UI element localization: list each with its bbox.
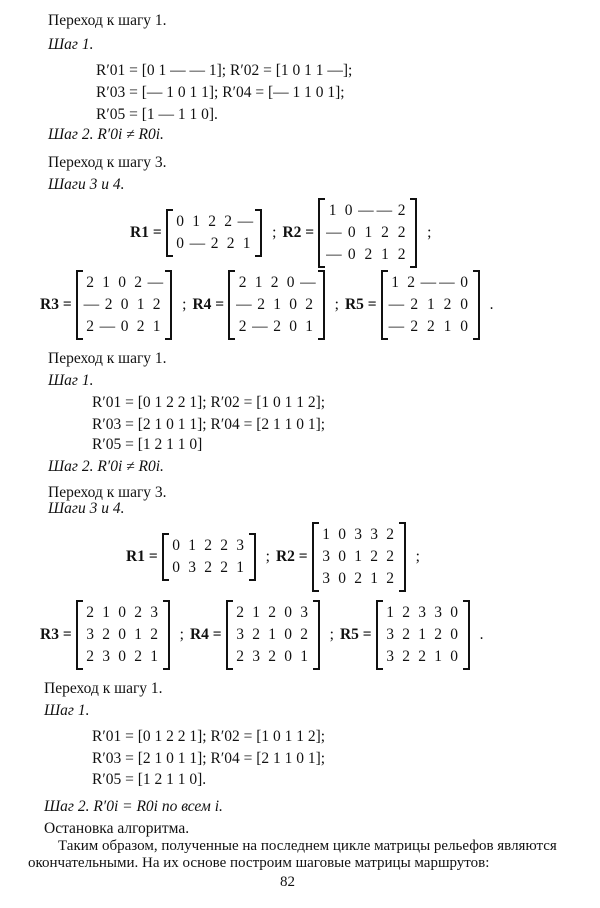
step-1-heading: Шаг 1. (48, 372, 94, 389)
algorithm-stop: Остановка алгоритма. (44, 820, 190, 837)
matrix-row (384, 624, 462, 646)
r2-label: R2 = (275, 548, 308, 565)
matrix-cell: 0 (118, 626, 128, 643)
matrix-cell: 1 (136, 296, 146, 313)
matrix-cell: 2 (220, 537, 230, 554)
matrix-cell: 2 (354, 570, 363, 587)
matrix-cell: 3 (300, 604, 309, 621)
matrix-cell: 1 (354, 548, 363, 565)
r4-label: R4 = (192, 296, 225, 313)
matrix-cell: 2 (134, 604, 144, 621)
matrix-cell: 2 (426, 318, 436, 335)
matrix-cell: 0 (118, 274, 128, 291)
matrix-cell: 1 (418, 626, 427, 643)
matrix-cell: 2 (364, 246, 374, 263)
matrix-cell: 2 (397, 246, 407, 263)
matrix-separator: ; (329, 626, 334, 643)
matrix-cell: — (439, 274, 456, 291)
matrix-row (234, 624, 312, 646)
r3-body (76, 600, 170, 670)
matrix-cell: 1 (152, 318, 162, 335)
matrix-cell: 1 (192, 213, 202, 230)
matrix-cell: 0 (450, 626, 459, 643)
matrix-row (389, 294, 472, 316)
paragraph-line: Таким образом, полученные на последнем цикле матрицы рельефов являются (58, 838, 557, 854)
matrix-cell: — (236, 296, 253, 313)
matrix-row (320, 568, 398, 590)
matrix-row (170, 557, 248, 579)
matrix-cell: 2 (102, 626, 112, 643)
matrix-cell: 0 (120, 318, 130, 335)
matrix-cell: — (388, 296, 406, 313)
matrix-row (384, 646, 462, 668)
matrix-cell: 3 (354, 526, 363, 543)
r2-body (312, 522, 406, 592)
r2-matrix (276, 522, 426, 592)
matrix-row (84, 624, 162, 646)
matrix-cell: 2 (273, 318, 282, 335)
matrix-cell: 1 (391, 274, 400, 291)
r-vector-line: R′05 = [1 2 1 1 0]. (92, 771, 207, 788)
r3-label: R3 = (40, 296, 72, 313)
r5-matrix (345, 270, 500, 340)
matrix-cell: 2 (397, 224, 407, 241)
matrix-cell: 0 (176, 235, 186, 252)
matrix-cell: 0 (120, 296, 130, 313)
matrix-cell: 0 (284, 604, 293, 621)
matrix-separator: ; (265, 548, 270, 565)
matrix-cell: 1 (305, 318, 314, 335)
matrix-cell: 0 (347, 246, 357, 263)
matrix-cell: 2 (220, 559, 230, 576)
steps-3-4-heading: Шаги 3 и 4. (48, 500, 125, 517)
matrix-separator: ; (334, 296, 339, 313)
matrix-cell: 1 (328, 202, 338, 219)
step-2-line: Шаг 2. R′0i = R0i по всем i. (44, 798, 223, 815)
matrix-cell: 0 (118, 648, 128, 665)
matrix-row (84, 646, 162, 668)
r04-vector: R′04 = [— 1 1 0 1]; (222, 84, 345, 101)
matrix-cell: 1 (188, 537, 198, 554)
matrix-cell: 0 (460, 318, 469, 335)
matrix-cell: — (420, 274, 438, 291)
matrix-cell: 3 (86, 626, 96, 643)
paragraph-line: окончательными. На их основе построим шаговые матрицы маршрутов: (28, 855, 490, 871)
r-vector-line: R′05 = [1 2 1 1 0] (92, 436, 203, 453)
r-vector-line: R′01 = [0 1 2 2 1]; R′02 = [1 0 1 1 2]; (92, 394, 326, 411)
matrix-cell: 2 (402, 648, 411, 665)
r2-matrix (282, 198, 437, 268)
r3-matrix (40, 270, 192, 340)
matrix-separator: ; (415, 548, 420, 565)
matrix-cell: 2 (270, 274, 280, 291)
r5-body (381, 270, 480, 340)
matrix-cell: — (189, 235, 207, 252)
goto-step-3: Переход к шагу 3. (48, 484, 167, 501)
matrix-row (326, 200, 409, 222)
r1-label: R1 = (126, 548, 158, 565)
matrix-row-r3-r5 (40, 600, 489, 670)
matrix-row (236, 316, 317, 338)
matrix-cell: 3 (386, 648, 395, 665)
matrix-separator: . (479, 626, 484, 643)
matrix-cell: 2 (204, 537, 214, 554)
matrix-cell: 1 (268, 626, 277, 643)
matrix-cell: 2 (134, 274, 144, 291)
matrix-cell: 2 (86, 604, 96, 621)
matrix-cell: 3 (102, 648, 112, 665)
r-vector-line (96, 84, 345, 102)
matrix-row (84, 602, 162, 624)
matrix-cell: 1 (381, 246, 390, 263)
r3-matrix (40, 600, 190, 670)
matrix-cell: — (252, 318, 269, 335)
matrix-cell: 0 (172, 559, 182, 576)
matrix-cell: 0 (450, 648, 459, 665)
matrix-row (389, 272, 472, 294)
matrix-cell: 2 (305, 296, 314, 313)
goto-step-1: Переход к шагу 1. (48, 12, 167, 29)
matrix-cell: 2 (86, 318, 96, 335)
matrix-cell: 2 (443, 296, 453, 313)
step-2-line: Шаг 2. R′0i ≠ R0i. (48, 458, 164, 475)
matrix-cell: — (300, 274, 317, 291)
matrix-cell: — (237, 213, 255, 230)
matrix-cell: — (376, 202, 394, 219)
matrix-cell: 2 (224, 213, 234, 230)
matrix-cell: 0 (284, 626, 293, 643)
r4-matrix (190, 600, 340, 670)
matrix-cell: 1 (150, 648, 160, 665)
matrix-cell: 3 (188, 559, 198, 576)
matrix-row (174, 233, 255, 255)
matrix-cell: 0 (176, 213, 186, 230)
r-vector-line: R′01 = [0 1 2 2 1]; R′02 = [1 0 1 1 2]; (92, 728, 326, 745)
matrix-row (84, 272, 165, 294)
matrix-cell: 0 (118, 604, 128, 621)
r-vector-line: R′03 = [2 1 0 1 1]; R′04 = [2 1 1 0 1]; (92, 750, 326, 767)
matrix-cell: 0 (460, 296, 469, 313)
matrix-cell: 0 (172, 537, 182, 554)
r05-vector: R′05 = [1 — 1 1 0]. (96, 106, 218, 123)
matrix-cell: 2 (402, 626, 411, 643)
matrix-cell: 3 (236, 626, 245, 643)
matrix-cell: 3 (322, 570, 331, 587)
matrix-cell: — (83, 296, 101, 313)
matrix-cell: 1 (322, 526, 331, 543)
matrix-separator: ; (179, 626, 184, 643)
matrix-cell: — (326, 246, 343, 263)
matrix-row (384, 602, 462, 624)
matrix-cell: 3 (322, 548, 331, 565)
matrix-row (326, 244, 409, 266)
step-2-line: Шаг 2. R′0i ≠ R0i. (48, 126, 164, 143)
matrix-cell: 0 (344, 202, 354, 219)
matrix-cell: 2 (268, 604, 277, 621)
r1-label: R1 = (130, 224, 162, 241)
matrix-cell: — (388, 318, 406, 335)
matrix-cell: 2 (370, 548, 379, 565)
matrix-cell: 1 (252, 604, 261, 621)
matrix-row (326, 222, 409, 244)
matrix-cell: 2 (152, 296, 162, 313)
matrix-cell: 3 (252, 648, 261, 665)
matrix-cell: 2 (208, 213, 218, 230)
matrix-cell: 0 (338, 570, 347, 587)
matrix-cell: 3 (386, 626, 395, 643)
matrix-cell: 2 (86, 274, 96, 291)
matrix-cell: 2 (386, 570, 395, 587)
matrix-cell: 1 (273, 296, 282, 313)
matrix-cell: — (99, 318, 117, 335)
matrix-cell: 3 (418, 604, 427, 621)
matrix-cell: 1 (300, 648, 309, 665)
matrix-cell: 0 (338, 526, 347, 543)
matrix-cell: 2 (104, 296, 114, 313)
matrix-row-r3-r5 (40, 270, 499, 340)
matrix-cell: 2 (257, 296, 266, 313)
matrix-cell: 1 (443, 318, 453, 335)
matrix-row (174, 211, 255, 233)
matrix-cell: 0 (284, 648, 293, 665)
matrix-cell: 2 (238, 274, 248, 291)
r5-label: R5 = (344, 296, 377, 313)
r1-matrix (126, 533, 276, 581)
r3-body (76, 270, 173, 340)
matrix-row (320, 546, 398, 568)
r2-label: R2 = (282, 224, 315, 241)
matrix-cell: 2 (386, 548, 395, 565)
page-number: 82 (280, 874, 295, 890)
matrix-cell: 2 (210, 235, 220, 252)
step-1-heading: Шаг 1. (44, 702, 90, 719)
matrix-cell: 0 (289, 296, 298, 313)
r2-body (318, 198, 417, 268)
matrix-cell: — (147, 274, 165, 291)
matrix-cell: 2 (300, 626, 309, 643)
matrix-cell: 0 (450, 604, 459, 621)
r-vector-line (96, 62, 352, 80)
r4-body (228, 270, 325, 340)
matrix-cell: 2 (434, 626, 443, 643)
r1-body (162, 533, 256, 581)
matrix-cell: 0 (289, 318, 298, 335)
matrix-cell: 1 (426, 296, 436, 313)
matrix-cell: 0 (460, 274, 469, 291)
matrix-cell: 2 (204, 559, 214, 576)
matrix-cell: — (326, 224, 343, 241)
r5-matrix (340, 600, 490, 670)
matrix-cell: 3 (370, 526, 379, 543)
matrix-cell: 1 (102, 274, 112, 291)
body-paragraph (28, 838, 568, 872)
matrix-cell: 1 (434, 648, 443, 665)
matrix-row (236, 294, 317, 316)
r01-vector: R′01 = [0 1 — — 1]; (96, 62, 227, 79)
matrix-row (320, 524, 398, 546)
matrix-cell: 3 (150, 604, 160, 621)
matrix-cell: 0 (347, 224, 357, 241)
matrix-cell: 2 (397, 202, 407, 219)
r1-body (166, 209, 263, 257)
matrix-cell: 3 (434, 604, 443, 621)
matrix-cell: 3 (236, 537, 246, 554)
matrix-row (170, 535, 248, 557)
matrix-cell: 2 (407, 274, 416, 291)
matrix-cell: 2 (410, 296, 420, 313)
r4-matrix (192, 270, 344, 340)
matrix-cell: 1 (386, 604, 395, 621)
matrix-cell: 2 (268, 648, 277, 665)
r02-vector: R′02 = [1 0 1 1 —]; (229, 62, 353, 79)
matrix-cell: 1 (134, 626, 144, 643)
r5-body (376, 600, 470, 670)
r4-label: R4 = (189, 626, 222, 643)
r5-label: R5 = (339, 626, 372, 643)
matrix-cell: 2 (236, 604, 245, 621)
goto-step-1: Переход к шагу 1. (48, 350, 167, 367)
matrix-cell: 2 (134, 648, 144, 665)
r1-matrix (130, 209, 282, 257)
matrix-cell: 2 (402, 604, 411, 621)
matrix-cell: 2 (418, 648, 427, 665)
r-vector-line: R′03 = [2 1 0 1 1]; R′04 = [2 1 1 0 1]; (92, 416, 326, 433)
r3-label: R3 = (40, 626, 72, 643)
matrix-row-r1-r2 (130, 198, 437, 268)
r03-vector: R′03 = [— 1 0 1 1]; (96, 84, 219, 101)
matrix-row-r1-r2 (126, 522, 426, 592)
matrix-cell: 1 (364, 224, 374, 241)
matrix-cell: 0 (338, 548, 347, 565)
matrix-cell: 2 (252, 626, 261, 643)
matrix-separator: ; (272, 224, 277, 241)
matrix-cell: 1 (236, 559, 246, 576)
matrix-cell: 0 (286, 274, 296, 291)
matrix-cell: 2 (410, 318, 420, 335)
goto-step-1: Переход к шагу 1. (44, 680, 163, 697)
matrix-row (84, 316, 165, 338)
matrix-separator: ; (427, 224, 432, 241)
matrix-cell: 2 (150, 626, 160, 643)
matrix-cell: 2 (136, 318, 146, 335)
matrix-cell: 1 (254, 274, 264, 291)
matrix-row (234, 646, 312, 668)
matrix-cell: 2 (386, 526, 395, 543)
r4-body (226, 600, 320, 670)
steps-3-4-heading: Шаги 3 и 4. (48, 176, 125, 193)
matrix-cell: 2 (86, 648, 96, 665)
matrix-cell: 1 (102, 604, 112, 621)
matrix-separator: ; (182, 296, 187, 313)
step-1-heading: Шаг 1. (48, 36, 94, 53)
matrix-cell: — (358, 202, 375, 219)
matrix-row (389, 316, 472, 338)
matrix-separator: . (489, 296, 494, 313)
matrix-cell: 1 (242, 235, 252, 252)
matrix-cell: 2 (226, 235, 236, 252)
matrix-row (234, 602, 312, 624)
goto-step-3: Переход к шагу 3. (48, 154, 167, 171)
matrix-cell: 2 (381, 224, 390, 241)
matrix-cell: 2 (236, 648, 245, 665)
matrix-row (236, 272, 317, 294)
matrix-cell: 2 (238, 318, 248, 335)
matrix-cell: 1 (370, 570, 379, 587)
matrix-row (84, 294, 165, 316)
